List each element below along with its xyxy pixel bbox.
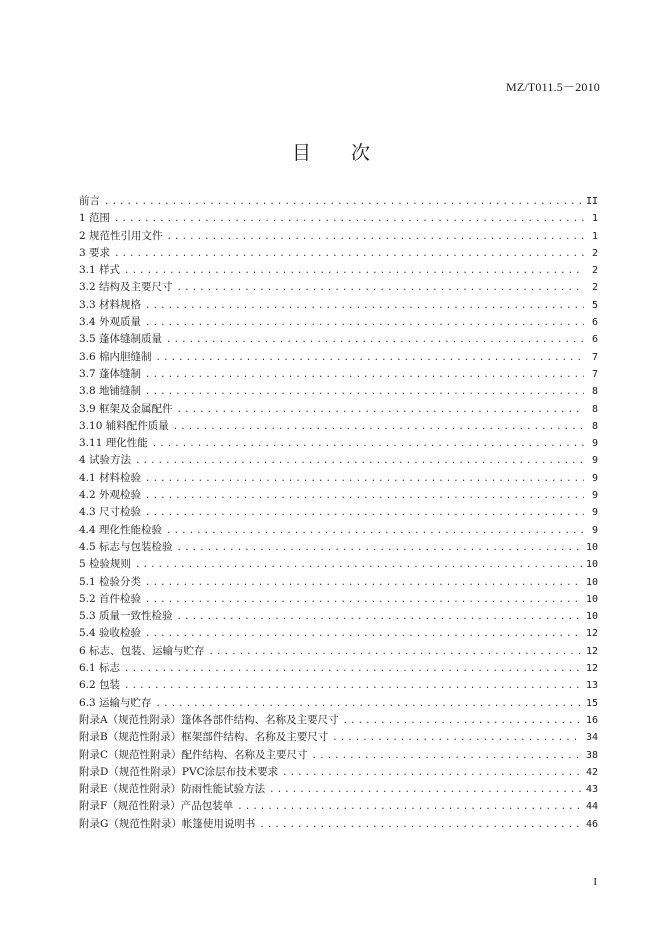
toc-entry[interactable] bbox=[79, 556, 598, 573]
toc-entry[interactable] bbox=[79, 331, 598, 348]
toc-entry-label: 附录F（规范性附录）产品包装单 bbox=[79, 800, 234, 813]
toc-entry-label: 5 检验规则 bbox=[79, 558, 132, 571]
toc-leader-dots bbox=[145, 505, 584, 522]
toc-entry-label: 3.6 棉内胆缝制 bbox=[79, 350, 152, 363]
toc-entry-label: 3.3 材料规格 bbox=[79, 298, 142, 311]
toc-entry-label: 4.3 尺寸检验 bbox=[79, 506, 142, 519]
toc-leader-dots bbox=[312, 748, 582, 765]
toc-entry-label: 4.1 材料检验 bbox=[79, 471, 142, 484]
toc-entry-label: 6 标志、包装、运输与贮存 bbox=[79, 644, 205, 657]
toc-entry-label: 6.2 包装 bbox=[79, 679, 121, 692]
toc-leader-dots bbox=[104, 194, 582, 211]
toc-entry-page: 2 bbox=[591, 247, 598, 259]
toc-entry[interactable] bbox=[79, 228, 598, 245]
toc-entry-label: 4 试验方法 bbox=[79, 454, 132, 467]
toc-entry-label: 3.5 蓬体缝制质量 bbox=[79, 333, 163, 346]
toc-entry[interactable] bbox=[79, 262, 598, 279]
toc-entry-page: 12 bbox=[585, 663, 598, 675]
toc-leader-dots bbox=[145, 626, 582, 643]
toc-entry-page: 7 bbox=[591, 368, 598, 380]
toc-entry[interactable] bbox=[79, 210, 598, 227]
toc-entry-label: 前言 bbox=[79, 195, 100, 207]
toc-leader-dots bbox=[152, 436, 584, 453]
toc-entry-page: 1 bbox=[591, 230, 598, 242]
toc-entry-page: 6 bbox=[591, 317, 598, 329]
toc-entry-page: 10 bbox=[585, 593, 598, 605]
toc-entry-label: 附录A（规范性附录）篷体各部件结构、名称及主要尺寸 bbox=[79, 713, 339, 726]
toc-leader-dots bbox=[145, 384, 584, 401]
toc-entry[interactable] bbox=[79, 539, 598, 556]
toc-entry[interactable] bbox=[79, 747, 598, 764]
toc-entry-label: 3 要求 bbox=[79, 246, 111, 259]
toc-entry[interactable] bbox=[79, 383, 598, 400]
toc-entry-label: 3.8 地铺缝制 bbox=[79, 385, 142, 398]
toc-entry-label: 附录E（规范性附录）防雨性能试验方法 bbox=[79, 783, 266, 796]
toc-entry[interactable] bbox=[79, 625, 598, 642]
toc-entry[interactable] bbox=[79, 435, 598, 452]
toc-entry-label: 5.1 检验分类 bbox=[79, 575, 142, 588]
toc-entry[interactable] bbox=[79, 608, 598, 625]
toc-entry-label: 3.1 样式 bbox=[79, 264, 121, 277]
toc-entry-label: 3.4 外观质量 bbox=[79, 316, 142, 329]
toc-entry-page: 10 bbox=[585, 541, 598, 553]
toc-leader-dots bbox=[145, 471, 584, 488]
toc-entry[interactable] bbox=[79, 193, 598, 210]
toc-entry-page: 9 bbox=[591, 472, 598, 484]
toc-leader-dots bbox=[166, 332, 584, 349]
toc-entry-label: 4.4 理化性能检验 bbox=[79, 523, 163, 536]
toc-entry[interactable] bbox=[79, 279, 598, 296]
toc-leader-dots bbox=[145, 298, 584, 315]
toc-entry-label: 1 范围 bbox=[79, 212, 111, 225]
toc-entry-label: 附录B（规范性附录）框架部件结构、名称及主要尺寸 bbox=[79, 731, 329, 744]
toc-entry-label: 4.2 外观检验 bbox=[79, 489, 142, 502]
toc-entry-page: 1 bbox=[591, 213, 598, 225]
toc-leader-dots bbox=[343, 713, 582, 730]
toc-leader-dots bbox=[114, 211, 584, 228]
toc-leader-dots bbox=[237, 799, 582, 816]
toc-leader-dots bbox=[282, 765, 582, 782]
toc-entry-label: 5.2 首件检验 bbox=[79, 592, 142, 605]
toc-entry-page: 12 bbox=[585, 628, 598, 640]
toc-entry[interactable] bbox=[79, 487, 598, 504]
toc-leader-dots bbox=[177, 402, 584, 419]
toc-entry-page: 43 bbox=[585, 784, 598, 796]
toc-entry-label: 4.5 标志与包装检验 bbox=[79, 540, 173, 553]
standard-code: MZ/T011.5－2010 bbox=[505, 80, 600, 94]
toc-leader-dots bbox=[173, 419, 584, 436]
toc-entry[interactable] bbox=[79, 470, 598, 487]
toc-entry[interactable] bbox=[79, 314, 598, 331]
toc-entry-page: 5 bbox=[591, 299, 598, 311]
toc-entry-page: 8 bbox=[591, 386, 598, 398]
toc-entry[interactable] bbox=[79, 695, 598, 712]
toc-entry[interactable] bbox=[79, 643, 598, 660]
toc-entry[interactable] bbox=[79, 349, 598, 366]
toc-entry-page: 38 bbox=[585, 749, 598, 761]
toc-leader-dots bbox=[167, 229, 584, 246]
toc-entry-page: 8 bbox=[591, 403, 598, 415]
toc-entry[interactable] bbox=[79, 591, 598, 608]
toc-entry-label: 5.3 质量一致性检验 bbox=[79, 610, 173, 623]
toc-entry[interactable] bbox=[79, 504, 598, 521]
toc-entry[interactable] bbox=[79, 764, 598, 781]
toc-entry[interactable] bbox=[79, 729, 598, 746]
toc-entry-page: 13 bbox=[585, 680, 598, 692]
toc-leader-dots bbox=[145, 367, 584, 384]
toc-entry-label: 2 规范性引用文件 bbox=[79, 229, 163, 242]
toc-title bbox=[0, 138, 662, 165]
toc-entry[interactable] bbox=[79, 712, 598, 729]
toc-entry[interactable] bbox=[79, 781, 598, 798]
toc-entry-label: 3.2 结构及主要尺寸 bbox=[79, 281, 173, 294]
toc-entry[interactable] bbox=[79, 452, 598, 469]
toc-entry-label: 附录D（规范性附录）PVC涂层布技术要求 bbox=[79, 765, 279, 778]
table-of-contents bbox=[79, 193, 598, 833]
toc-entry-page: 7 bbox=[591, 351, 598, 363]
toc-entry[interactable] bbox=[79, 522, 598, 539]
toc-entry-page: 34 bbox=[585, 732, 598, 744]
toc-entry-page: 42 bbox=[585, 766, 598, 778]
toc-entry-label: 附录C（规范性附录）配件结构、名称及主要尺寸 bbox=[79, 748, 308, 761]
toc-leader-dots bbox=[145, 488, 584, 505]
toc-entry[interactable] bbox=[79, 401, 598, 418]
toc-entry-label: 3.7 蓬体缝制 bbox=[79, 367, 142, 380]
toc-entry[interactable] bbox=[79, 245, 598, 262]
toc-entry-page: 10 bbox=[585, 576, 598, 588]
toc-leader-dots bbox=[269, 782, 582, 799]
toc-entry-label: 5.4 验收检验 bbox=[79, 627, 142, 640]
toc-entry[interactable] bbox=[79, 418, 598, 435]
toc-entry-page: 8 bbox=[591, 420, 598, 432]
toc-entry[interactable] bbox=[79, 574, 598, 591]
toc-leader-dots bbox=[156, 350, 584, 367]
toc-leader-dots bbox=[209, 644, 582, 661]
toc-entry-page: II bbox=[585, 196, 598, 207]
toc-entry-page: 9 bbox=[591, 490, 598, 502]
toc-leader-dots bbox=[259, 817, 582, 834]
toc-leader-dots bbox=[177, 540, 582, 557]
toc-entry-label: 3.9 框架及金属配件 bbox=[79, 402, 173, 415]
toc-entry-page: 9 bbox=[591, 507, 598, 519]
toc-entry[interactable] bbox=[79, 660, 598, 677]
toc-leader-dots bbox=[145, 575, 582, 592]
toc-entry-label: 3.11 理化性能 bbox=[79, 437, 148, 450]
toc-leader-dots bbox=[177, 280, 584, 297]
toc-leader-dots bbox=[145, 315, 584, 332]
toc-entry[interactable] bbox=[79, 366, 598, 383]
toc-leader-dots bbox=[156, 696, 582, 713]
toc-entry-page: 2 bbox=[591, 282, 598, 294]
toc-leader-dots bbox=[177, 609, 582, 626]
toc-title-char-1: 目 bbox=[291, 142, 311, 164]
toc-leader-dots bbox=[124, 263, 584, 280]
toc-entry-page: 9 bbox=[591, 524, 598, 536]
toc-entry[interactable] bbox=[79, 816, 598, 833]
toc-entry-page: 10 bbox=[585, 611, 598, 623]
toc-entry-label: 6.1 标志 bbox=[79, 662, 121, 675]
toc-entry-page: 16 bbox=[585, 714, 598, 726]
toc-entry-page: 6 bbox=[591, 334, 598, 346]
toc-leader-dots bbox=[145, 592, 582, 609]
toc-leader-dots bbox=[166, 523, 584, 540]
toc-entry-label: 附录G（规范性附录）帐篷使用说明书 bbox=[79, 817, 256, 830]
toc-entry-label: 6.3 运输与贮存 bbox=[79, 696, 152, 709]
toc-entry-page: 12 bbox=[585, 645, 598, 657]
toc-entry-page: 9 bbox=[591, 438, 598, 450]
toc-entry-page: 44 bbox=[585, 801, 598, 813]
toc-entry-page: 15 bbox=[585, 697, 598, 709]
toc-leader-dots bbox=[332, 730, 582, 747]
toc-leader-dots bbox=[124, 661, 582, 678]
toc-leader-dots bbox=[124, 678, 582, 695]
toc-title-char-2: 次 bbox=[351, 142, 371, 164]
toc-leader-dots bbox=[114, 246, 584, 263]
toc-entry-label: 3.10 辅料配件质量 bbox=[79, 419, 169, 432]
toc-leader-dots bbox=[135, 557, 582, 574]
toc-entry-page: 9 bbox=[591, 455, 598, 467]
toc-entry[interactable] bbox=[79, 297, 598, 314]
toc-entry-page: 10 bbox=[585, 559, 598, 571]
toc-entry[interactable] bbox=[79, 798, 598, 815]
toc-entry[interactable] bbox=[79, 677, 598, 694]
toc-entry-page: 2 bbox=[591, 265, 598, 277]
toc-leader-dots bbox=[135, 453, 584, 470]
page-number: I bbox=[593, 876, 597, 888]
toc-entry-page: 46 bbox=[585, 818, 598, 830]
